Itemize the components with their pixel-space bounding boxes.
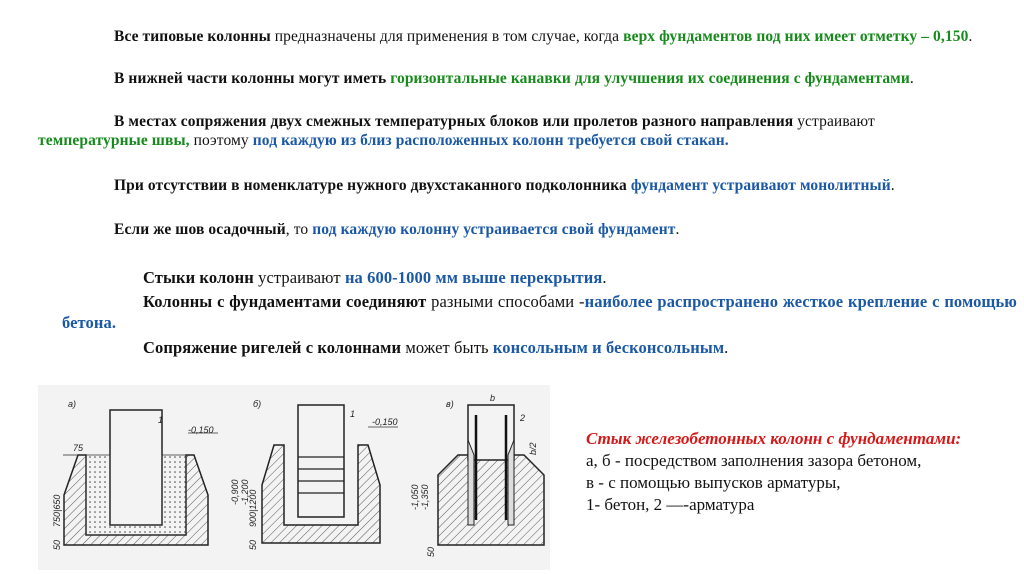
p8-end: .: [724, 338, 729, 357]
paragraph-4: [38, 176, 898, 195]
foundation-v: [438, 455, 544, 545]
callout-1-a: 1: [158, 415, 164, 425]
elev-0150-a: -0,150: [188, 425, 214, 435]
p6-end: .: [602, 268, 607, 287]
dim-750: 750|650: [52, 494, 62, 527]
figure-caption: [586, 428, 1016, 516]
caption-line-3: 1- бетон, 2 —-арматура: [586, 495, 755, 514]
p3-text1: устраивают: [793, 113, 875, 130]
p3-blue: под каждую из близ расположенных колонн требуется свой стакан.: [252, 132, 729, 149]
callout-2: 2: [520, 413, 526, 423]
drawing-svg: [38, 385, 550, 570]
p7-text: разными способами -: [426, 292, 585, 311]
p8-text: может быть: [401, 338, 493, 357]
elev-1350: -1,350: [420, 484, 430, 510]
paragraph-7: [62, 291, 1017, 333]
p8-lead: Сопряжение ригелей с колоннами: [143, 338, 402, 357]
elev-1200: -1,200: [240, 479, 250, 505]
p3-text2: поэтому: [189, 132, 253, 149]
paragraph-3: [38, 112, 988, 150]
dim-900: 900|1200: [248, 489, 258, 527]
p5-text: , то: [285, 221, 313, 238]
label-a: а): [68, 399, 77, 409]
dim-50-b: 50: [248, 539, 258, 550]
p6-text: устраивают: [253, 268, 345, 287]
p2-end: .: [909, 70, 914, 87]
dim-50-a: 50: [52, 539, 62, 550]
dim-b: b: [490, 393, 496, 403]
column-joint-drawing: [38, 385, 550, 570]
caption-line-1: а, б - посредством заполнения зазора бетоном,: [586, 451, 922, 470]
paragraph-6: [143, 267, 1003, 288]
p6-blue: на 600-1000 мм выше перекрытия: [344, 268, 603, 287]
p7-lead: Колонны с фундаментами соединяют: [143, 292, 427, 311]
p5-blue: под каждую колонну устраивается свой фундамент: [312, 221, 676, 238]
caption-line-2: в - с помощью выпусков арматуры,: [586, 473, 841, 492]
p6-lead: Стыки колонн: [143, 268, 254, 287]
p1-end: .: [968, 28, 973, 45]
dim-75: 75: [73, 443, 84, 453]
p5-lead: Если же шов осадочный: [114, 221, 286, 238]
p4-blue: фундамент устраивают монолитный: [630, 177, 891, 194]
column-b: [298, 405, 344, 517]
paragraph-5: [114, 220, 994, 239]
p3-highlight: температурные швы,: [38, 132, 190, 149]
dim-b2: b/2: [528, 442, 538, 455]
callout-1-b: 1: [350, 409, 356, 419]
p1-highlight: верх фундаментов под них имеет отметку – 0,150: [623, 28, 969, 45]
p2-highlight: горизонтальные канавки для улучшения их соединения с фундаментами: [390, 70, 910, 87]
label-b: б): [253, 399, 262, 409]
paragraph-1: [38, 27, 993, 46]
p4-lead: При отсутствии в номенклатуре нужного двухстаканного подколонника: [114, 177, 627, 194]
p5-end: .: [675, 221, 680, 238]
elev-0900: -0,900: [230, 479, 240, 505]
dim-50-c: 50: [426, 546, 436, 557]
p1-lead: Все типовые колонны: [114, 28, 271, 45]
column-a: [110, 410, 162, 525]
paragraph-2: [38, 69, 993, 88]
elev-1050: -1,050: [410, 484, 420, 510]
p3-lead: В местах сопряжения двух смежных температурных блоков или пролетов разного направления: [114, 113, 794, 130]
p1-text: предназначены для применения в том случае, когда: [270, 28, 624, 45]
elev-0150-b: -0,150: [372, 417, 398, 427]
p7-blue: наиболее распространено жесткое крепление с помощью бетона.: [62, 292, 1017, 332]
caption-title: Стык железобетонных колонн с фундаментами:: [586, 429, 962, 448]
p8-blue: консольным и бесконсольным: [492, 338, 725, 357]
p2-lead: В нижней части колонны могут иметь: [114, 70, 391, 87]
paragraph-8: [143, 337, 1003, 358]
p4-end: .: [890, 177, 895, 194]
label-v: в): [446, 399, 454, 409]
